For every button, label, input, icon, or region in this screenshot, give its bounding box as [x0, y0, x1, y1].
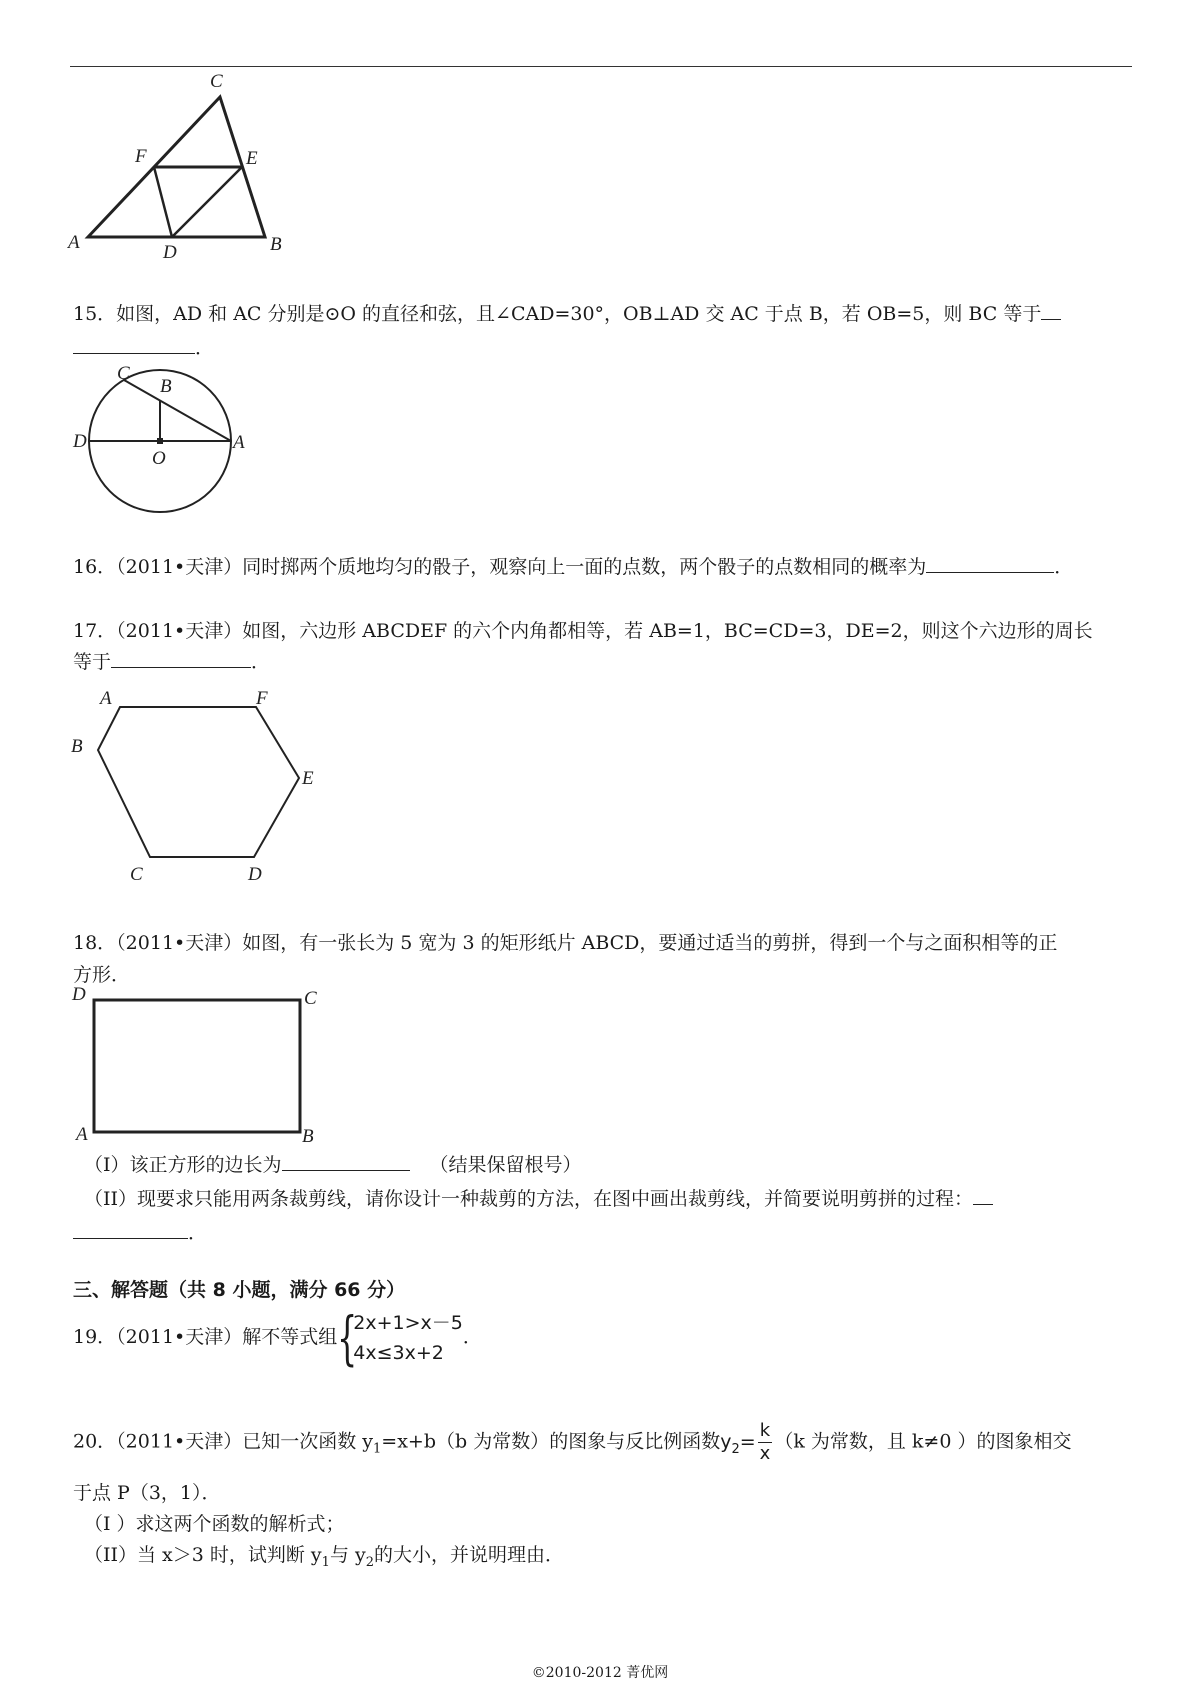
brace-icon: { [337, 1304, 358, 1372]
fraction-k-over-x [758, 1420, 773, 1465]
rectangle-label-a: A [76, 1124, 88, 1145]
circle-label-b: B [160, 376, 172, 397]
question-20-text-d: 于点 P（3，1）． [73, 1482, 221, 1504]
answer-blank [73, 1220, 188, 1239]
y2-symbol [720, 1430, 756, 1457]
answer-blank [926, 554, 1054, 573]
rectangle-label-d: D [72, 984, 86, 1005]
question-18-part-2-line2 [73, 1216, 1133, 1250]
question-16-text: 16．（2011•天津）同时掷两个质地均匀的骰子，观察向上一面的点数，两个骰子的点数相同的概率为 [73, 556, 927, 578]
triangle-figure [60, 72, 300, 262]
triangle-label-d: D [163, 242, 177, 263]
circle-label-d: D [73, 431, 87, 452]
question-17-text-2: 等于 [73, 651, 112, 673]
answer-blank [282, 1152, 410, 1171]
part-2-text-b: 与 y [329, 1544, 366, 1566]
hexagon-label-d: D [248, 864, 262, 885]
triangle-label-c: C [210, 71, 223, 92]
hexagon-label-c: C [130, 864, 143, 885]
question-20-part-2 [84, 1538, 1144, 1580]
question-18-text-2: 方形． [73, 964, 131, 986]
question-20-text-c: （k 为常数，且 k≠0 ）的图象相交 [774, 1430, 1072, 1453]
hexagon-label-a: A [100, 688, 112, 709]
period: ． [195, 337, 215, 359]
rectangle-label-b: B [302, 1126, 314, 1147]
inequality-system [337, 1304, 463, 1372]
circle-figure [68, 362, 268, 522]
part-1-note: （结果保留根号） [429, 1154, 582, 1176]
circle-label-o: O [152, 448, 166, 469]
question-16 [73, 550, 1133, 584]
hexagon-figure [66, 690, 336, 890]
circle-label-a: A [233, 432, 245, 453]
question-18-line2 [73, 958, 1133, 992]
question-20-part-1 [84, 1507, 1144, 1541]
question-15-text: 15．如图，AD 和 AC 分别是⊙O 的直径和弦，且∠CAD=30°，OB⊥AD 交 AC 于点 B，若 OB=5，则 BC 等于 [73, 303, 1042, 325]
hexagon-label-b: B [71, 736, 83, 757]
hexagon-label-e: E [302, 768, 314, 789]
fraction-numerator: k [758, 1420, 773, 1443]
answer-blank [73, 335, 195, 354]
question-15 [73, 297, 1133, 331]
answer-blank [1041, 301, 1061, 320]
question-17-text: 17．（2011•天津）如图，六边形 ABCDEF 的六个内角都相等，若 AB=1，BC=CD=3，DE=2，则这个六边形的周长 [73, 620, 1093, 642]
triangle-label-b: B [270, 234, 282, 255]
page-footer: ©2010-2012 菁优网 [531, 1665, 669, 1681]
circle-label-c: C [117, 363, 130, 384]
period: ． [462, 1326, 482, 1348]
question-18-part-2 [84, 1182, 1144, 1216]
header-rule [70, 66, 1132, 67]
triangle-label-e: E [246, 148, 258, 169]
question-20-text-a: 20．（2011•天津）已知一次函数 y [73, 1430, 374, 1453]
question-17-line2 [73, 645, 1133, 679]
rectangle-label-c: C [304, 988, 317, 1009]
triangle-label-a: A [68, 232, 80, 253]
hexagon-label-f: F [256, 688, 268, 709]
part-1-text: （I ）求这两个函数的解析式； [84, 1513, 345, 1535]
question-18 [73, 926, 1133, 960]
section-heading: 三、解答题（共 8 小题，满分 66 分） [73, 1279, 406, 1301]
period: ． [251, 651, 271, 673]
part-2-text: （II）现要求只能用两条裁剪线，请你设计一种裁剪的方法，在图中画出裁剪线，并简要说明剪拼的过程： [84, 1188, 974, 1210]
y2-letter: y [720, 1430, 732, 1453]
subscript: 2 [365, 1554, 375, 1570]
equals-sign: = [739, 1430, 756, 1453]
period: ． [188, 1222, 208, 1244]
inequality-2: 4x≤3x+2 [353, 1342, 444, 1364]
question-18-text: 18．（2011•天津）如图，有一张长为 5 宽为 3 的矩形纸片 ABCD，要通过适当的剪拼，得到一个与之面积相等的正 [73, 932, 1058, 954]
part-2-text-a: （II）当 x＞3 时，试判断 y [84, 1544, 322, 1566]
fraction-denominator: x [759, 1443, 771, 1464]
triangle-label-f: F [135, 146, 147, 167]
question-15-line2 [73, 331, 1133, 365]
part-1-text: （I）该正方形的边长为 [84, 1154, 282, 1176]
answer-blank [973, 1186, 993, 1205]
question-19-text: 19．（2011•天津）解不等式组 [73, 1326, 338, 1348]
subscript: 1 [321, 1554, 330, 1570]
subscript: 1 [373, 1441, 382, 1457]
subscript: 2 [731, 1441, 740, 1457]
rectangle-figure [70, 984, 330, 1148]
question-19 [73, 1304, 1133, 1372]
question-20-text-b: =x+b（b 为常数）的图象与反比例函数 [381, 1430, 721, 1453]
inequality-1: 2x+1>x－5 [353, 1312, 463, 1334]
answer-blank [111, 649, 251, 668]
question-18-part-1 [84, 1148, 1144, 1182]
part-2-text-c: 的大小，并说明理由． [374, 1544, 565, 1566]
question-20-line2 [73, 1476, 1133, 1510]
period: ． [1054, 556, 1074, 578]
question-20 [73, 1420, 1133, 1466]
question-17 [73, 614, 1133, 648]
